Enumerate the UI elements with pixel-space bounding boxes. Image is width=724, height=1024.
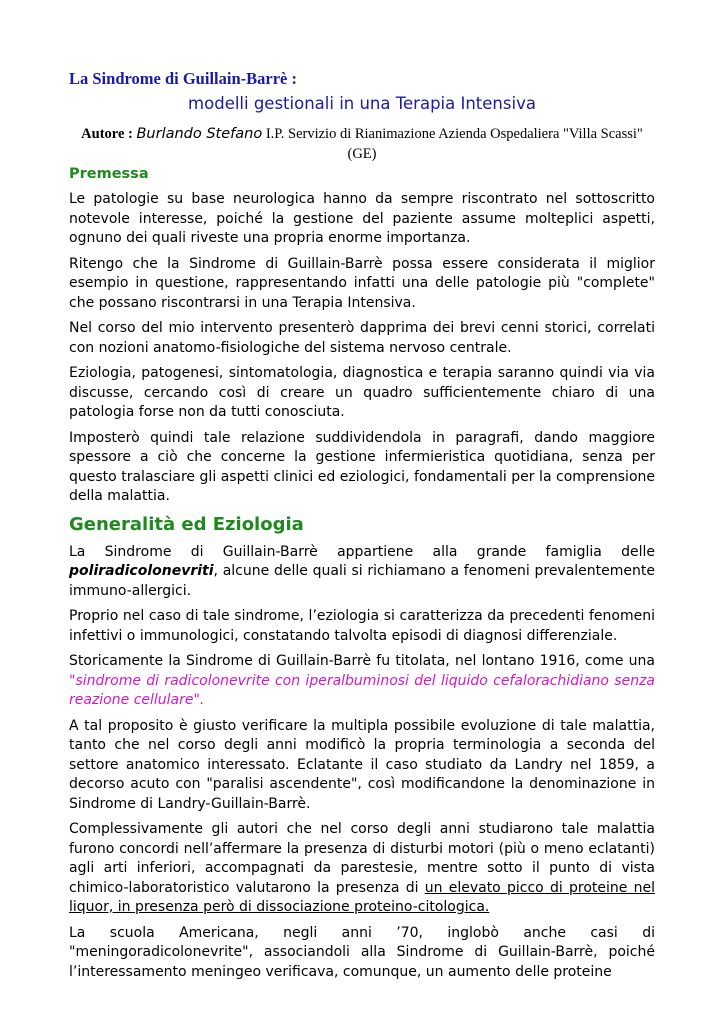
author-affiliation: I.P. Servizio di Rianimazione Azienda Ospedaliera "Villa Scassi" (GE) [265, 126, 643, 162]
section-heading-premessa: Premessa [69, 166, 149, 182]
document-title: La Sindrome di Guillain-Barrè : [69, 69, 297, 88]
document-subtitle: modelli gestionali in una Terapia Intensiva [188, 94, 536, 113]
paragraph: Le patologie su base neurologica hanno da sempre riscontrato nel sottoscritto notevole interesse, poiché la gestione del paziente assume molteplici aspetti, ognuno dei quali riveste una propria enorme importanza. [69, 191, 655, 246]
paragraph: A tal proposito è giusto verificare la multipla possibile evoluzione di tale malattia, tanto che nel corso degli anni modificò la propria terminologia a seconda del settore anatomico interessato. Eclatante il caso studiato da Landry nel 1859, a decorso acuto con "paralisi ascendente", così modificandone la denominazione in Sindrome di Landry-Guillain-Barrè. [69, 717, 655, 812]
paragraph: Eziologia, patogenesi, sintomatologia, diagnostica e terapia saranno quindi via via discusse, cercando così di creare un quadro sufficientemente chiaro di una patologia forse non da tutti conosciuta. [69, 365, 655, 420]
author-label: Autore : [81, 126, 133, 142]
paragraph: Nel corso del mio intervento presenterò dapprima dei brevi cenni storici, correlati con nozioni anatomo-fisiologiche del sistema nervoso centrale. [69, 320, 655, 356]
text-run: , alcune delle quali si richiamano a fenomeni prevalentemente immuno-allergici. [69, 563, 655, 599]
author-name: Burlando Stefano [136, 126, 263, 142]
emphasized-term: poliradicolonevriti [69, 563, 214, 579]
paragraph [69, 820, 655, 918]
paragraph: Imposterò quindi tale relazione suddividendola in paragrafi, dando maggiore spessore a ciò che concerne la gestione infermieristica quotidiana, senza per questo tralasciare gli aspetti clinici ed eziologici, fondamentali per la comprensione della malattia. [69, 429, 655, 504]
paragraph: Ritengo che la Sindrome di Guillain-Barrè possa essere considerata il miglior esempio in questione, rappresentando infatti una delle patologie più "complete" che possano riscontrarsi in una Terapia Intensiva. [69, 255, 655, 311]
paragraph [69, 543, 655, 602]
paragraph: La scuola Americana, negli anni ’70, inglobò anche casi di "meningoradicolonevrite", associandoli alla Sindrome di Guillain-Barrè, poiché l’interessamento meningeo verificava, comunque, un aumento delle proteine [69, 924, 655, 980]
paragraph [69, 652, 655, 711]
paragraph: Proprio nel caso di tale sindrome, l’eziologia si caratterizza da precedenti fenomeni infettivi o immunologici, constatando talvolta episodi di diagnosi differenziale. [69, 608, 655, 644]
underlined-text: un elevato picco di proteine nel liquor, in presenza però di dissociazione proteino-citologica. [69, 879, 655, 915]
section-heading-generalita: Generalità ed Eziologia [69, 513, 304, 535]
document-body [69, 164, 655, 988]
text-run: La Sindrome di Guillain-Barrè appartiene alla grande famiglia delle [69, 543, 655, 560]
text-run: Storicamente la Sindrome di Guillain-Barrè fu titolata, nel lontano 1916, come una [69, 653, 655, 669]
text-run: Complessivamente gli autori che nel corso degli anni studiarono tale malattia furono concordi nell’affermare la presenza di disturbi motori (più o meno eclatanti) agli arti inferiori, accompagnati da parestesie, mentre sotto il punto di vista chimico-laboratoristico valutarono la presenza di [69, 821, 655, 896]
author-line [69, 124, 655, 164]
quoted-definition: "sindrome di radicolonevrite con iperalbuminosi del liquido cefalorachidiano senza reazione cellulare". [69, 672, 655, 708]
